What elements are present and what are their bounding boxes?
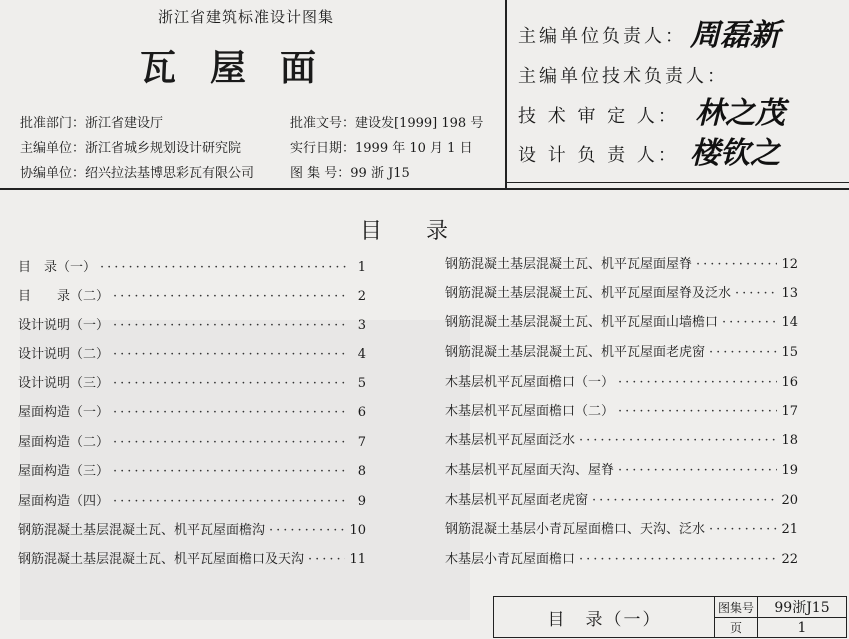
- leader-dots: [113, 464, 348, 479]
- doc-no-value: 建设发[1999] 198 号: [355, 116, 484, 131]
- leader-dots: [618, 404, 777, 419]
- leader-dots: [113, 318, 348, 333]
- toc-entry[interactable]: 钢筋混凝土基层小青瓦屋面檐口、天沟、泛水 ····· 21: [445, 518, 798, 537]
- leader-dots: [269, 523, 345, 538]
- toc-entry[interactable]: 木基层机平瓦屋面天沟、屋脊 ····· 19: [445, 459, 798, 478]
- leader-dots: [113, 494, 348, 509]
- leader-dots: [592, 493, 777, 508]
- co-editor-row: [20, 162, 254, 181]
- editor-value: 浙江省城乡规划设计研究院: [85, 141, 242, 156]
- leader-dots: [100, 260, 348, 275]
- leader-dots: [579, 433, 777, 448]
- toc-entry[interactable]: 木基层机平瓦屋面檐口（二） ····· 17: [445, 400, 798, 419]
- leader-dots: [722, 315, 777, 330]
- impl-date-value: 1999 年 10 月 1 日: [355, 141, 473, 156]
- toc-entry[interactable]: 木基层小青瓦屋面檐口 ····· 22: [445, 548, 798, 567]
- editor-row: [20, 137, 241, 156]
- leader-dots: [696, 257, 777, 272]
- page-title: 瓦屋面: [140, 47, 351, 89]
- approval-dept-row: [20, 112, 163, 131]
- leader-dots: [735, 286, 777, 301]
- atlas-no-label: 图集号: [717, 600, 754, 615]
- toc-entry[interactable]: 目 录（二） ····· 2: [18, 285, 366, 304]
- toc-title: 目 录: [360, 219, 449, 244]
- toc-entry[interactable]: 屋面构造（四） ····· 9: [18, 490, 366, 509]
- toc-entry[interactable]: 钢筋混凝土基层混凝土瓦、机平瓦屋面檐沟 ····· 10: [18, 519, 366, 538]
- atlas-no-value: 99浙J15: [774, 600, 830, 616]
- signature-box-bottom: [505, 182, 849, 183]
- doc-no-row: [290, 112, 483, 131]
- impl-date-row: [290, 137, 473, 156]
- page-label: 页: [729, 621, 742, 635]
- co-editor-label: 协编单位：: [20, 166, 86, 181]
- toc-entry[interactable]: 目 录（一） ····· 1: [18, 256, 366, 275]
- toc-entry[interactable]: 钢筋混凝土基层混凝土瓦、机平瓦屋面檐口及天沟 ····· 11: [18, 548, 366, 567]
- atlas-no-row: [290, 162, 410, 181]
- co-editor-value: 绍兴拉法基博思彩瓦有限公司: [85, 166, 255, 181]
- atlas-no-label: 图 集 号：: [290, 166, 351, 181]
- toc-entry[interactable]: 屋面构造（二） ····· 7: [18, 431, 366, 450]
- impl-date-label: 实行日期：: [290, 141, 356, 156]
- sig-label-tech: 主编单位技术负责人：: [518, 66, 728, 87]
- series-title: 浙江省建筑标准设计图集: [158, 8, 335, 26]
- header-bottom-line: [0, 188, 849, 190]
- toc-entry[interactable]: 木基层机平瓦屋面泛水 ····· 18: [445, 429, 798, 448]
- leader-dots: [308, 552, 345, 567]
- leader-dots: [113, 289, 348, 304]
- page-number: 1: [797, 619, 807, 636]
- header-divider: [505, 0, 507, 190]
- editor-label: 主编单位：: [20, 141, 86, 156]
- toc-entry[interactable]: 钢筋混凝土基层混凝土瓦、机平瓦屋面老虎窗 ····· 15: [445, 341, 798, 360]
- toc-entry[interactable]: 屋面构造（三） ····· 8: [18, 460, 366, 479]
- leader-dots: [618, 463, 777, 478]
- atlas-no-value: 99 浙 J15: [350, 166, 410, 181]
- leader-dots: [618, 375, 777, 390]
- toc-entry[interactable]: 木基层机平瓦屋面老虎窗 ····· 20: [445, 489, 798, 508]
- leader-dots: [709, 345, 777, 360]
- toc-entry[interactable]: 设计说明（二） ····· 4: [18, 343, 366, 362]
- leader-dots: [113, 347, 348, 362]
- toc-entry[interactable]: 设计说明（三） ····· 5: [18, 372, 366, 391]
- toc-entry[interactable]: 钢筋混凝土基层混凝土瓦、机平瓦屋面屋脊 ····· 12: [445, 253, 798, 272]
- signature-review: 林之茂: [695, 96, 785, 131]
- leader-dots: [113, 376, 348, 391]
- doc-no-label: 批准文号：: [290, 116, 356, 131]
- leader-dots: [113, 435, 348, 450]
- toc-entry[interactable]: 屋面构造（一） ····· 6: [18, 401, 366, 420]
- toc-entry[interactable]: 钢筋混凝土基层混凝土瓦、机平瓦屋面山墙檐口 ····· 14: [445, 311, 798, 330]
- sig-label-chief: 主编单位负责人：: [518, 26, 686, 47]
- approval-dept-value: 浙江省建设厅: [85, 116, 164, 131]
- sig-label-review: 技 术 审 定 人：: [518, 106, 679, 127]
- signature-design: 楼钦之: [690, 136, 780, 171]
- leader-dots: [113, 405, 348, 420]
- leader-dots: [709, 522, 777, 537]
- toc-entry[interactable]: 木基层机平瓦屋面檐口（一） ····· 16: [445, 371, 798, 390]
- leader-dots: [579, 552, 777, 567]
- toc-entry[interactable]: 设计说明（一） ····· 3: [18, 314, 366, 333]
- signature-chief: 周磊新: [690, 18, 780, 53]
- sig-label-design: 设 计 负 责 人：: [518, 145, 679, 166]
- toc-entry[interactable]: 钢筋混凝土基层混凝土瓦、机平瓦屋面屋脊及泛水 ····· 13: [445, 282, 798, 301]
- sheet-title: 目 录（一）: [547, 609, 662, 630]
- approval-dept-label: 批准部门：: [20, 116, 86, 131]
